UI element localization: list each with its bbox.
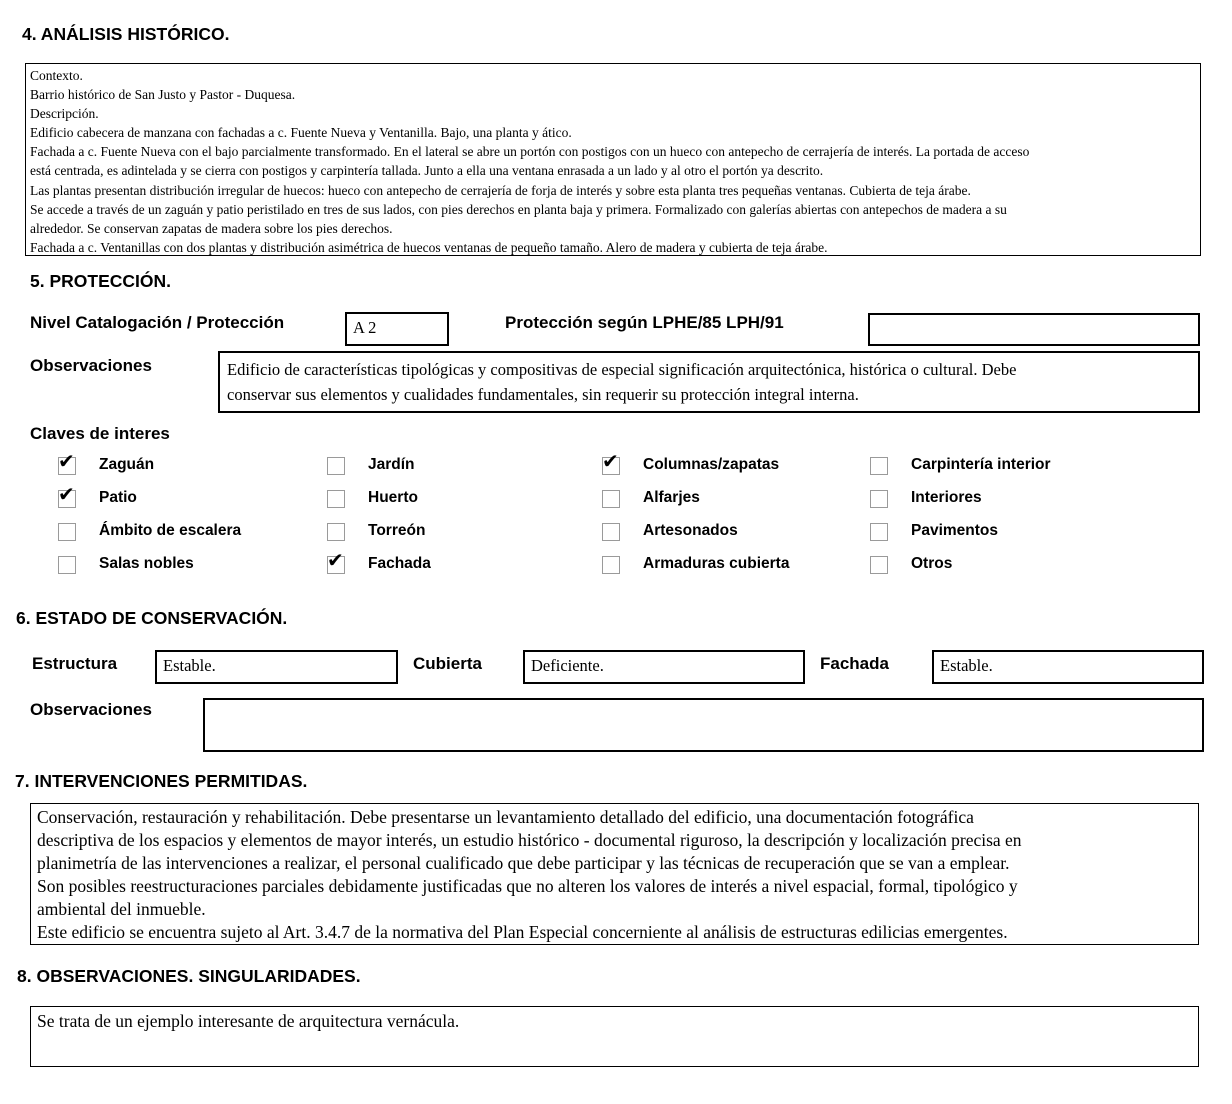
- clave-checkbox-label: Armaduras cubierta: [643, 555, 790, 572]
- clave-checkbox[interactable]: [327, 556, 345, 574]
- analisis-historico-text-box[interactable]: [25, 63, 1201, 256]
- analisis-text-line: alrededor. Se conservan zapatas de madera sobre los pies derechos.: [30, 220, 393, 236]
- proteccion-observaciones-field[interactable]: [218, 351, 1200, 413]
- intervenciones-text-line: descriptiva de los espacios y elementos de mayor interés, un estudio histórico - documental riguroso, la descripción y localización precisa en: [37, 830, 1022, 850]
- clave-checkbox-label: Ámbito de escalera: [99, 522, 242, 539]
- observaciones-text-line: Edificio de características tipológicas y compositivas de especial significación arquitectónica, histórica o cultural. Debe: [227, 360, 1017, 379]
- clave-item: [870, 555, 1051, 588]
- clave-item: [870, 456, 1051, 489]
- clave-item: [327, 456, 602, 489]
- intervenciones-text-line: Este edificio se encuentra sujeto al Art. 3.4.7 de la normativa del Plan Especial concerniente al análisis de estructuras edilicias emergentes.: [37, 922, 1008, 942]
- clave-checkbox[interactable]: [327, 523, 345, 541]
- clave-item: [602, 456, 870, 489]
- proteccion-observaciones-label: Observaciones: [30, 356, 152, 375]
- clave-checkbox[interactable]: [327, 490, 345, 508]
- intervenciones-text-line: planimetría de las intervenciones a realizar, el personal cualificado que debe participar y las técnicas de recuperación que se van a emplear.: [37, 853, 1010, 873]
- analisis-text-line: Contexto.: [30, 68, 83, 83]
- cubierta-label: Cubierta: [413, 654, 482, 673]
- clave-item: [58, 489, 327, 522]
- clave-checkbox[interactable]: [602, 490, 620, 508]
- analisis-text-line: Las plantas presentan distribución irregular de huecos: hueco con antepecho de cerrajería de forja de interés y sobre esta planta tres pequeñas ventanas. Cubierta de teja árabe.: [30, 182, 971, 198]
- clave-item: [602, 555, 870, 588]
- claves-de-interes-label: Claves de interes: [30, 424, 170, 443]
- clave-checkbox[interactable]: [58, 556, 76, 574]
- clave-checkbox-label: Alfarjes: [643, 489, 700, 506]
- section-7-title: 7. INTERVENCIONES PERMITIDAS.: [15, 771, 308, 791]
- clave-checkbox-label: Otros: [911, 555, 953, 572]
- clave-checkbox[interactable]: [58, 490, 76, 508]
- singularidades-text-line: Se trata de un ejemplo interesante de arquitectura vernácula.: [37, 1011, 460, 1031]
- nivel-catalogacion-label: Nivel Catalogación / Protección: [30, 313, 285, 332]
- conservacion-observaciones-field[interactable]: [203, 698, 1204, 752]
- analisis-text-line: Fachada a c. Ventanillas con dos plantas y distribución asimétrica de huecos ventanas de pequeño tamaño. Alero de madera y cubierta de teja árabe.: [30, 239, 828, 255]
- clave-checkbox[interactable]: [602, 523, 620, 541]
- clave-item: [58, 555, 327, 588]
- conservacion-observaciones-label: Observaciones: [30, 700, 152, 719]
- clave-item: [602, 522, 870, 555]
- clave-checkbox-label: Interiores: [911, 489, 982, 506]
- clave-checkbox[interactable]: [602, 457, 620, 475]
- clave-checkbox-label: Zaguán: [99, 456, 155, 473]
- clave-item: [602, 489, 870, 522]
- observaciones-text-line: conservar sus elementos y cualidades fundamentales, sin requerir su protección integral interna.: [227, 385, 859, 404]
- clave-item: [870, 489, 1051, 522]
- clave-item: [58, 456, 327, 489]
- estructura-label: Estructura: [32, 654, 118, 673]
- clave-item: [870, 522, 1051, 555]
- intervenciones-text-line: Son posibles reestructuraciones parciales debidamente justificadas que no alteren los valores de interés a nivel espacial, formal, tipológico y: [37, 876, 1018, 896]
- clave-checkbox[interactable]: [870, 457, 888, 475]
- intervenciones-text-line: ambiental del inmueble.: [37, 899, 206, 919]
- clave-checkbox-label: Patio: [99, 489, 137, 506]
- proteccion-lphe-label: Protección según LPHE/85 LPH/91: [505, 313, 784, 332]
- claves-de-interes-grid: [58, 456, 1051, 588]
- estructura-field[interactable]: Estable.: [155, 650, 398, 684]
- clave-checkbox-label: Pavimentos: [911, 522, 999, 539]
- clave-checkbox-label: Columnas/zapatas: [643, 456, 780, 473]
- clave-checkbox[interactable]: [58, 523, 76, 541]
- section-5-title: 5. PROTECCIÓN.: [30, 271, 171, 291]
- clave-checkbox[interactable]: [602, 556, 620, 574]
- clave-checkbox-label: Torreón: [368, 522, 426, 539]
- clave-checkbox-label: Salas nobles: [99, 555, 194, 572]
- clave-checkbox[interactable]: [870, 490, 888, 508]
- analisis-text-line: Barrio histórico de San Justo y Pastor - Duquesa.: [30, 87, 296, 103]
- clave-item: [58, 522, 327, 555]
- section-8-title: 8. OBSERVACIONES. SINGULARIDADES.: [17, 966, 361, 986]
- clave-checkbox[interactable]: [58, 457, 76, 475]
- nivel-catalogacion-field[interactable]: A 2: [345, 312, 449, 346]
- fachada-field[interactable]: Estable.: [932, 650, 1204, 684]
- analisis-text-line: Fachada a c. Fuente Nueva con el bajo parcialmente transformado. En el lateral se abre un portón con postigos con un hueco con antepecho de cerrajería de interés. La portada de acceso: [30, 144, 1030, 160]
- proteccion-lphe-field[interactable]: [868, 313, 1200, 346]
- section-6-title: 6. ESTADO DE CONSERVACIÓN.: [16, 608, 288, 628]
- analisis-text-line: Se accede a través de un zaguán y patio peristilado en tres de sus lados, con pies derechos en planta baja y primera. Formalizado con galerías abiertas con antepechos de madera a su: [30, 201, 1007, 217]
- section-4-title: 4. ANÁLISIS HISTÓRICO.: [22, 24, 230, 44]
- cubierta-field[interactable]: Deficiente.: [523, 650, 805, 684]
- clave-checkbox[interactable]: [327, 457, 345, 475]
- analisis-text-line: Edificio cabecera de manzana con fachadas a c. Fuente Nueva y Ventanilla. Bajo, una planta y ático.: [30, 125, 572, 141]
- clave-checkbox[interactable]: [870, 523, 888, 541]
- intervenciones-text-line: Conservación, restauración y rehabilitación. Debe presentarse un levantamiento detallado del edificio, una documentación fotográfica: [37, 807, 974, 827]
- clave-checkbox-label: Jardín: [368, 456, 415, 473]
- fachada-label: Fachada: [820, 654, 889, 673]
- clave-checkbox-label: Fachada: [368, 555, 431, 572]
- clave-checkbox-label: Artesonados: [643, 522, 738, 539]
- clave-checkbox-label: Carpintería interior: [911, 456, 1051, 473]
- clave-item: [327, 555, 602, 588]
- analisis-text-line: Descripción.: [30, 106, 99, 122]
- singularidades-text-box[interactable]: [30, 1006, 1199, 1067]
- clave-item: [327, 489, 602, 522]
- intervenciones-permitidas-text-box[interactable]: [30, 803, 1199, 945]
- analisis-text-line: está centrada, es adintelada y se cierra con postigos y carpintería tallada. Junto a ella una ventana enrasada a un lado y al otro el portón ya descrito.: [30, 163, 824, 179]
- clave-item: [327, 522, 602, 555]
- clave-checkbox[interactable]: [870, 556, 888, 574]
- clave-checkbox-label: Huerto: [368, 489, 418, 506]
